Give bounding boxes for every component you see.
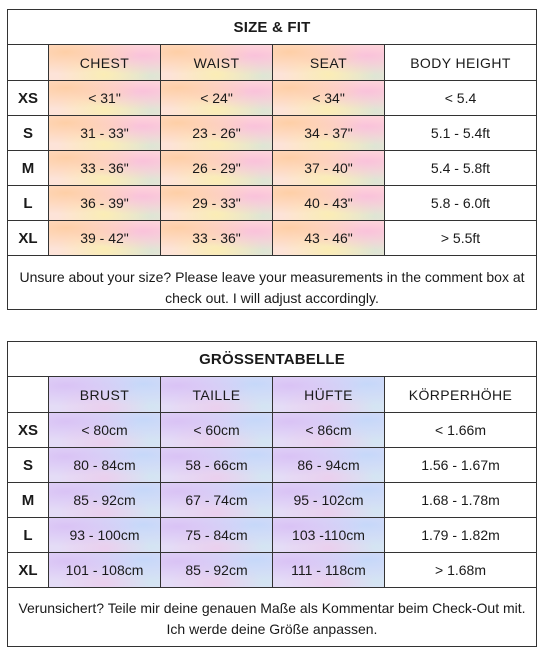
size-label-xl: XL [8,553,49,588]
corner-cell [8,45,49,81]
table-cell: < 31" [49,81,161,116]
corner-cell [8,377,49,413]
table-cell: 40 - 43" [273,186,385,221]
table-cell: < 60cm [161,413,273,448]
size-label-l: L [8,186,49,221]
table-cell: 103 -110cm [273,518,385,553]
header-huefte: HÜFTE [273,377,385,413]
table-cell: 95 - 102cm [273,483,385,518]
table-cell: 43 - 46" [273,221,385,256]
table-cell: 31 - 33" [49,116,161,151]
table-cell: 111 - 118cm [273,553,385,588]
table-cell: 5.8 - 6.0ft [385,186,536,221]
table-cell: 5.4 - 5.8ft [385,151,536,186]
table-cell: 86 - 94cm [273,448,385,483]
table-cell: 1.68 - 1.78m [385,483,536,518]
header-taille: TAILLE [161,377,273,413]
table-cell: 37 - 40" [273,151,385,186]
table-cell: 75 - 84cm [161,518,273,553]
header-koerperhoehe: KÖRPERHÖHE [385,377,536,413]
size-advice-note: Unsure about your size? Please leave your measurements in the comment box at check out. I will adjust accordingly. [19,269,525,306]
table-cell: 39 - 42" [49,221,161,256]
table-cell: 36 - 39" [49,186,161,221]
table-title: SIZE & FIT [8,10,536,45]
table-cell: 101 - 108cm [49,553,161,588]
table-cell: 67 - 74cm [161,483,273,518]
table-cell: 80 - 84cm [49,448,161,483]
table-cell: 26 - 29" [161,151,273,186]
size-label-xs: XS [8,413,49,448]
size-label-xs: XS [8,81,49,116]
table-cell: 93 - 100cm [49,518,161,553]
table-cell: < 34" [273,81,385,116]
table-cell: < 86cm [273,413,385,448]
size-advice-note: Verunsichert? Teile mir deine genauen Maße als Kommentar beim Check-Out mit. Ich werde deine Größe anpassen. [18,600,526,637]
header-brust: BRUST [49,377,161,413]
table-cell: > 1.68m [385,553,536,588]
table-cell: < 24" [161,81,273,116]
table-cell: 33 - 36" [49,151,161,186]
header-body-height: BODY HEIGHT [385,45,536,81]
size-label-xl: XL [8,221,49,256]
table-cell: 1.56 - 1.67m [385,448,536,483]
table-cell: 23 - 26" [161,116,273,151]
table-cell: 33 - 36" [161,221,273,256]
table-cell: < 5.4 [385,81,536,116]
table-cell: < 80cm [49,413,161,448]
header-chest: CHEST [49,45,161,81]
size-label-s: S [8,116,49,151]
size-grid [8,377,536,588]
table-cell: < 1.66m [385,413,536,448]
table-cell: 1.79 - 1.82m [385,518,536,553]
header-waist: WAIST [161,45,273,81]
size-label-m: M [8,483,49,518]
size-label-s: S [8,448,49,483]
size-label-l: L [8,518,49,553]
size-grid [8,45,536,256]
table-cell: > 5.5ft [385,221,536,256]
table-title: GRÖSSENTABELLE [8,342,536,377]
groessentabelle-table [7,341,537,647]
size-fit-table [7,9,537,310]
table-cell: 5.1 - 5.4ft [385,116,536,151]
table-cell: 34 - 37" [273,116,385,151]
table-cell: 29 - 33" [161,186,273,221]
table-cell: 58 - 66cm [161,448,273,483]
size-label-m: M [8,151,49,186]
table-cell: 85 - 92cm [161,553,273,588]
header-seat: SEAT [273,45,385,81]
table-cell: 85 - 92cm [49,483,161,518]
